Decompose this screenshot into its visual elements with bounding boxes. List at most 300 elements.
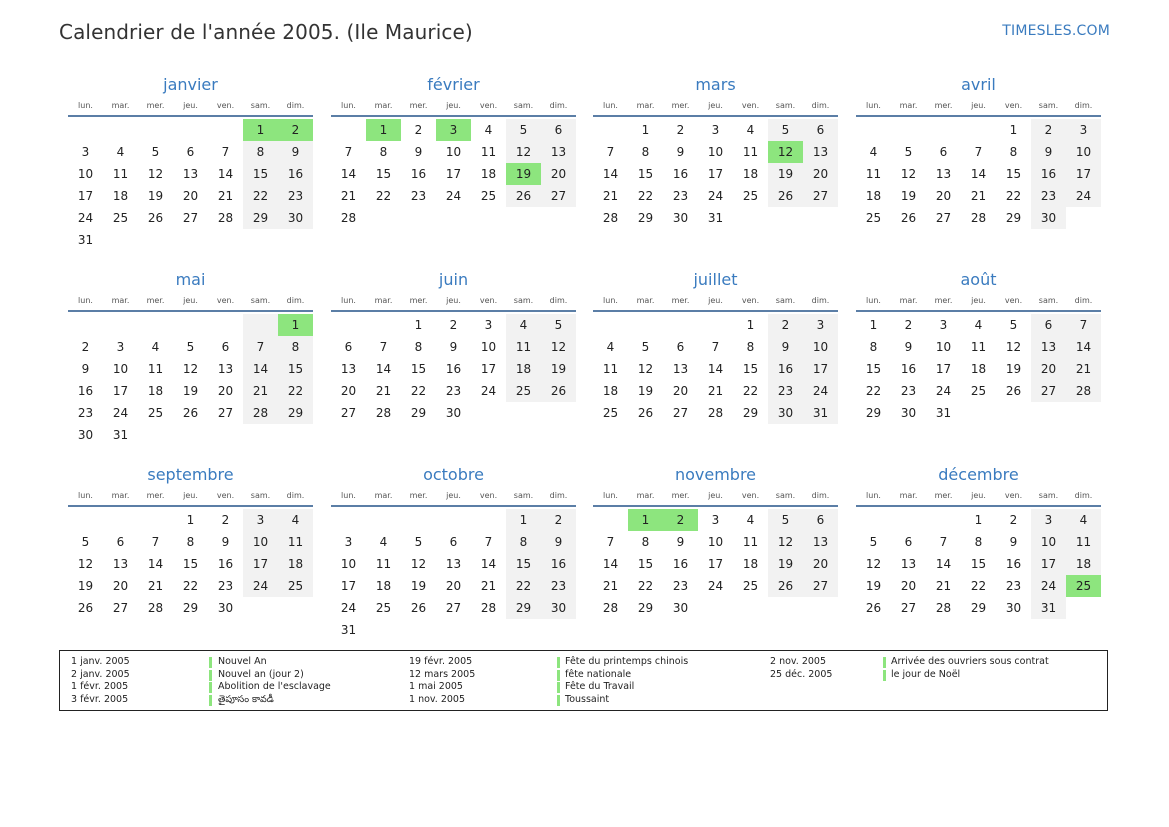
empty-cell bbox=[663, 314, 698, 336]
day-cell: 6 bbox=[116, 535, 125, 549]
holiday-date: 1 janv. 2005 bbox=[71, 656, 130, 667]
day-cell: 1 bbox=[1009, 123, 1018, 137]
day-cell: 28 bbox=[217, 211, 234, 225]
day-cell: 17 bbox=[707, 557, 724, 571]
weekday-label: sam. bbox=[775, 101, 796, 110]
empty-cell bbox=[436, 509, 471, 531]
day-cell: 12 bbox=[410, 557, 427, 571]
day-cell: 5 bbox=[768, 509, 803, 531]
day-cell: 9 bbox=[278, 141, 313, 163]
day-cell: 5 bbox=[904, 145, 913, 159]
day-cell: 21 bbox=[243, 380, 278, 402]
day-cell: 25 bbox=[602, 406, 619, 420]
day-cell: 17 bbox=[77, 189, 94, 203]
day-grid bbox=[856, 119, 1101, 229]
day-cell: 26 bbox=[77, 601, 94, 615]
day-cell: 20 bbox=[112, 579, 129, 593]
day-cell: 31 bbox=[935, 406, 952, 420]
day-cell: 6 bbox=[449, 535, 458, 549]
day-cell: 17 bbox=[340, 579, 357, 593]
month-name: juillet bbox=[693, 270, 738, 289]
day-cell: 6 bbox=[676, 340, 685, 354]
day-cell: 13 bbox=[900, 557, 917, 571]
day-cell: 6 bbox=[803, 119, 838, 141]
day-cell: 11 bbox=[375, 557, 392, 571]
day-cell: 7 bbox=[221, 145, 230, 159]
day-cell: 2 bbox=[676, 123, 685, 137]
day-cell: 23 bbox=[672, 579, 689, 593]
weekday-label: ven. bbox=[741, 491, 760, 500]
day-cell: 6 bbox=[221, 340, 230, 354]
month-name: juin bbox=[438, 270, 469, 289]
day-cell: 24 bbox=[445, 189, 462, 203]
day-cell: 17 bbox=[1066, 163, 1101, 185]
month-block bbox=[68, 464, 313, 619]
day-cell: 17 bbox=[112, 384, 129, 398]
weekday-label: mer. bbox=[146, 296, 165, 305]
empty-cell bbox=[401, 509, 436, 531]
weekday-label: ven. bbox=[479, 296, 498, 305]
day-cell: 3 bbox=[1031, 509, 1066, 531]
weekday-label: dim. bbox=[549, 101, 568, 110]
empty-cell bbox=[208, 314, 243, 336]
empty-cell bbox=[138, 119, 173, 141]
day-cell: 8 bbox=[414, 340, 423, 354]
day-cell: 26 bbox=[1005, 384, 1022, 398]
holiday-date: 12 mars 2005 bbox=[409, 668, 476, 680]
holiday-marker bbox=[557, 695, 560, 706]
empty-cell bbox=[331, 119, 366, 141]
day-cell: 1 bbox=[746, 318, 755, 332]
day-cell: 11 bbox=[147, 362, 164, 376]
day-grid bbox=[593, 119, 838, 229]
day-cell: 15 bbox=[375, 167, 392, 181]
weekday-label: mer. bbox=[934, 296, 953, 305]
day-cell: 20 bbox=[541, 163, 576, 185]
weekday-label: mar. bbox=[899, 296, 918, 305]
day-cell: 28 bbox=[970, 211, 987, 225]
day-cell: 5 bbox=[1009, 318, 1018, 332]
day-cell: 7 bbox=[379, 340, 388, 354]
day-cell: 23 bbox=[541, 575, 576, 597]
day-cell: 2 bbox=[1031, 119, 1066, 141]
day-cell: 21 bbox=[970, 189, 987, 203]
day-cell: 2 bbox=[414, 123, 423, 137]
weekday-label: mer. bbox=[409, 101, 428, 110]
day-cell: 18 bbox=[506, 358, 541, 380]
day-cell: 30 bbox=[768, 402, 803, 424]
day-cell: 7 bbox=[243, 336, 278, 358]
day-cell: 6 bbox=[803, 509, 838, 531]
weekday-label: mar. bbox=[111, 296, 130, 305]
day-cell: 27 bbox=[935, 211, 952, 225]
day-cell: 24 bbox=[77, 211, 94, 225]
day-cell: 21 bbox=[707, 384, 724, 398]
day-cell: 9 bbox=[676, 535, 685, 549]
holiday-date: 2 nov. 2005 bbox=[770, 656, 826, 667]
weekday-label: sam. bbox=[775, 491, 796, 500]
day-cell: 21 bbox=[602, 189, 619, 203]
day-cell: 10 bbox=[707, 535, 724, 549]
day-cell: 22 bbox=[506, 575, 541, 597]
day-cell: 18 bbox=[480, 167, 497, 181]
day-cell: 11 bbox=[865, 167, 882, 181]
day-cell: 15 bbox=[1005, 167, 1022, 181]
day-cell: 6 bbox=[1031, 314, 1066, 336]
day-cell: 23 bbox=[1005, 579, 1022, 593]
holiday-day-cell: 2 bbox=[663, 509, 698, 531]
day-cell: 18 bbox=[742, 167, 759, 181]
day-cell: 28 bbox=[602, 601, 619, 615]
day-cell: 16 bbox=[672, 167, 689, 181]
day-cell: 23 bbox=[278, 185, 313, 207]
empty-cell bbox=[366, 509, 401, 531]
day-cell: 31 bbox=[707, 211, 724, 225]
day-cell: 27 bbox=[182, 211, 199, 225]
month-block bbox=[593, 74, 838, 229]
day-cell: 30 bbox=[672, 601, 689, 615]
day-cell: 24 bbox=[803, 380, 838, 402]
day-grid bbox=[331, 314, 576, 424]
day-cell: 14 bbox=[602, 167, 619, 181]
day-cell: 13 bbox=[340, 362, 357, 376]
day-cell: 3 bbox=[81, 145, 90, 159]
day-cell: 9 bbox=[1009, 535, 1018, 549]
weekday-label: mer. bbox=[146, 101, 165, 110]
month-block bbox=[856, 269, 1101, 424]
day-cell: 26 bbox=[410, 601, 427, 615]
day-grid bbox=[68, 314, 313, 446]
day-cell: 12 bbox=[182, 362, 199, 376]
day-grid bbox=[331, 509, 576, 641]
day-cell: 1 bbox=[869, 318, 878, 332]
weekday-label: dim. bbox=[549, 491, 568, 500]
day-cell: 12 bbox=[147, 167, 164, 181]
day-cell: 29 bbox=[637, 211, 654, 225]
day-cell: 7 bbox=[606, 145, 615, 159]
day-cell: 2 bbox=[768, 314, 803, 336]
holiday-day-cell: 19 bbox=[506, 163, 541, 185]
day-cell: 26 bbox=[147, 211, 164, 225]
day-cell: 5 bbox=[541, 314, 576, 336]
holiday-marker bbox=[209, 657, 212, 668]
day-cell: 14 bbox=[480, 557, 497, 571]
weekday-label: jeu. bbox=[446, 491, 461, 500]
month-name: octobre bbox=[423, 465, 484, 484]
day-cell: 16 bbox=[1031, 163, 1066, 185]
day-cell: 2 bbox=[449, 318, 458, 332]
day-cell: 26 bbox=[865, 601, 882, 615]
day-cell: 17 bbox=[803, 358, 838, 380]
day-cell: 29 bbox=[243, 207, 278, 229]
day-cell: 27 bbox=[445, 601, 462, 615]
day-cell: 31 bbox=[340, 623, 357, 637]
day-cell: 18 bbox=[970, 362, 987, 376]
day-cell: 27 bbox=[803, 575, 838, 597]
weekday-label: lun. bbox=[603, 296, 618, 305]
day-cell: 24 bbox=[935, 384, 952, 398]
day-cell: 17 bbox=[707, 167, 724, 181]
day-cell: 14 bbox=[935, 557, 952, 571]
weekday-label: mar. bbox=[111, 101, 130, 110]
day-cell: 27 bbox=[340, 406, 357, 420]
holiday-marker bbox=[557, 682, 560, 693]
day-cell: 11 bbox=[112, 167, 129, 181]
day-cell: 3 bbox=[939, 318, 948, 332]
weekday-label: ven. bbox=[741, 296, 760, 305]
day-cell: 26 bbox=[506, 185, 541, 207]
weekday-label: mar. bbox=[111, 491, 130, 500]
day-cell: 16 bbox=[672, 557, 689, 571]
holiday-name: Fête du printemps chinois bbox=[565, 656, 689, 667]
day-cell: 7 bbox=[711, 340, 720, 354]
day-cell: 27 bbox=[900, 601, 917, 615]
day-cell: 10 bbox=[445, 145, 462, 159]
empty-cell bbox=[698, 314, 733, 336]
empty-cell bbox=[856, 119, 891, 141]
day-cell: 25 bbox=[147, 406, 164, 420]
day-cell: 26 bbox=[541, 380, 576, 402]
day-cell: 14 bbox=[147, 557, 164, 571]
day-cell: 16 bbox=[445, 362, 462, 376]
day-cell: 15 bbox=[970, 557, 987, 571]
weekday-header bbox=[331, 489, 576, 507]
day-cell: 15 bbox=[182, 557, 199, 571]
weekday-label: mar. bbox=[374, 101, 393, 110]
day-cell: 31 bbox=[112, 428, 129, 442]
day-cell: 14 bbox=[1066, 336, 1101, 358]
weekday-label: jeu. bbox=[183, 296, 198, 305]
day-cell: 28 bbox=[340, 211, 357, 225]
day-cell: 9 bbox=[541, 531, 576, 553]
empty-cell bbox=[173, 119, 208, 141]
month-name: novembre bbox=[674, 465, 757, 484]
holiday-day-cell: 12 bbox=[768, 141, 803, 163]
weekday-label: dim. bbox=[286, 491, 305, 500]
day-cell: 16 bbox=[768, 358, 803, 380]
day-cell: 4 bbox=[869, 145, 878, 159]
month-name: avril bbox=[961, 75, 996, 94]
weekday-label: jeu. bbox=[971, 101, 986, 110]
day-cell: 11 bbox=[1066, 531, 1101, 553]
day-cell: 12 bbox=[637, 362, 654, 376]
holiday-name: fête nationale bbox=[565, 668, 632, 680]
weekday-label: ven. bbox=[479, 101, 498, 110]
weekday-label: jeu. bbox=[183, 491, 198, 500]
brand-link[interactable]: TIMESLES.COM bbox=[1002, 23, 1110, 39]
weekday-label: mer. bbox=[409, 491, 428, 500]
empty-cell bbox=[68, 314, 103, 336]
day-cell: 3 bbox=[803, 314, 838, 336]
empty-cell bbox=[68, 509, 103, 531]
day-cell: 20 bbox=[900, 579, 917, 593]
weekday-label: mer. bbox=[146, 491, 165, 500]
weekday-label: ven. bbox=[1004, 296, 1023, 305]
day-cell: 16 bbox=[1005, 557, 1022, 571]
weekday-label: jeu. bbox=[708, 296, 723, 305]
weekday-label: lun. bbox=[341, 491, 356, 500]
day-cell: 10 bbox=[1031, 531, 1066, 553]
day-cell: 21 bbox=[602, 579, 619, 593]
day-cell: 8 bbox=[379, 145, 388, 159]
weekday-label: jeu. bbox=[183, 101, 198, 110]
weekday-label: sam. bbox=[513, 101, 534, 110]
month-block bbox=[68, 74, 313, 251]
month-block bbox=[68, 269, 313, 446]
empty-cell bbox=[593, 119, 628, 141]
day-cell: 23 bbox=[672, 189, 689, 203]
day-cell: 15 bbox=[742, 362, 759, 376]
day-cell: 22 bbox=[637, 189, 654, 203]
empty-cell bbox=[471, 509, 506, 531]
day-cell: 11 bbox=[506, 336, 541, 358]
day-grid bbox=[68, 119, 313, 251]
weekday-label: dim. bbox=[811, 101, 830, 110]
day-cell: 19 bbox=[865, 579, 882, 593]
holiday-day-cell: 2 bbox=[278, 119, 313, 141]
day-cell: 16 bbox=[900, 362, 917, 376]
holiday-marker bbox=[557, 657, 560, 668]
day-cell: 29 bbox=[970, 601, 987, 615]
day-cell: 10 bbox=[803, 336, 838, 358]
empty-cell bbox=[138, 314, 173, 336]
day-cell: 30 bbox=[217, 601, 234, 615]
day-cell: 29 bbox=[742, 406, 759, 420]
day-cell: 17 bbox=[445, 167, 462, 181]
day-cell: 31 bbox=[803, 402, 838, 424]
empty-cell bbox=[856, 509, 891, 531]
empty-cell bbox=[103, 314, 138, 336]
day-cell: 30 bbox=[672, 211, 689, 225]
day-cell: 27 bbox=[672, 406, 689, 420]
day-cell: 20 bbox=[217, 384, 234, 398]
day-cell: 23 bbox=[900, 384, 917, 398]
day-cell: 20 bbox=[803, 163, 838, 185]
day-cell: 19 bbox=[541, 358, 576, 380]
weekday-header bbox=[68, 489, 313, 507]
holiday-marker bbox=[209, 682, 212, 693]
day-cell: 4 bbox=[116, 145, 125, 159]
holiday-name: Nouvel An bbox=[218, 656, 267, 667]
day-cell: 31 bbox=[1031, 597, 1066, 619]
day-cell: 28 bbox=[243, 402, 278, 424]
weekday-label: jeu. bbox=[708, 491, 723, 500]
day-cell: 10 bbox=[243, 531, 278, 553]
day-cell: 18 bbox=[147, 384, 164, 398]
holiday-legend bbox=[59, 650, 1108, 711]
day-cell: 1 bbox=[506, 509, 541, 531]
day-cell: 5 bbox=[81, 535, 90, 549]
day-cell: 15 bbox=[410, 362, 427, 376]
day-cell: 25 bbox=[480, 189, 497, 203]
day-cell: 27 bbox=[803, 185, 838, 207]
day-cell: 13 bbox=[803, 141, 838, 163]
day-cell: 24 bbox=[340, 601, 357, 615]
weekday-label: sam. bbox=[1038, 296, 1059, 305]
day-cell: 24 bbox=[1031, 575, 1066, 597]
weekday-label: mar. bbox=[636, 101, 655, 110]
day-cell: 6 bbox=[541, 119, 576, 141]
weekday-label: lun. bbox=[603, 491, 618, 500]
day-cell: 21 bbox=[935, 579, 952, 593]
weekday-header bbox=[856, 489, 1101, 507]
weekday-header bbox=[856, 294, 1101, 312]
day-cell: 16 bbox=[217, 557, 234, 571]
holiday-marker bbox=[209, 670, 212, 681]
day-cell: 5 bbox=[414, 535, 423, 549]
day-cell: 30 bbox=[1005, 601, 1022, 615]
weekday-label: dim. bbox=[286, 296, 305, 305]
day-cell: 22 bbox=[410, 384, 427, 398]
day-cell: 29 bbox=[506, 597, 541, 619]
day-cell: 8 bbox=[278, 336, 313, 358]
day-cell: 7 bbox=[606, 535, 615, 549]
empty-cell bbox=[961, 119, 996, 141]
day-cell: 10 bbox=[340, 557, 357, 571]
day-cell: 9 bbox=[449, 340, 458, 354]
day-cell: 11 bbox=[970, 340, 987, 354]
day-cell: 9 bbox=[768, 336, 803, 358]
day-cell: 3 bbox=[711, 513, 720, 527]
day-cell: 21 bbox=[480, 579, 497, 593]
day-cell: 19 bbox=[182, 384, 199, 398]
day-cell: 1 bbox=[974, 513, 983, 527]
weekday-label: mar. bbox=[899, 101, 918, 110]
day-cell: 14 bbox=[375, 362, 392, 376]
weekday-label: jeu. bbox=[446, 101, 461, 110]
day-cell: 22 bbox=[278, 380, 313, 402]
holiday-name: తైపూసం కావడీ bbox=[218, 693, 274, 705]
weekday-label: lun. bbox=[78, 296, 93, 305]
day-cell: 17 bbox=[243, 553, 278, 575]
weekday-header bbox=[856, 99, 1101, 117]
day-cell: 17 bbox=[480, 362, 497, 376]
weekday-label: sam. bbox=[1038, 491, 1059, 500]
day-cell: 23 bbox=[445, 384, 462, 398]
day-cell: 20 bbox=[182, 189, 199, 203]
day-cell: 12 bbox=[865, 557, 882, 571]
weekday-label: ven. bbox=[1004, 491, 1023, 500]
day-cell: 13 bbox=[935, 167, 952, 181]
weekday-header bbox=[593, 294, 838, 312]
month-name: février bbox=[427, 75, 480, 94]
day-cell: 13 bbox=[541, 141, 576, 163]
day-cell: 13 bbox=[182, 167, 199, 181]
day-cell: 25 bbox=[742, 579, 759, 593]
day-cell: 6 bbox=[904, 535, 913, 549]
weekday-label: dim. bbox=[286, 101, 305, 110]
day-cell: 22 bbox=[970, 579, 987, 593]
day-cell: 26 bbox=[768, 575, 803, 597]
day-cell: 29 bbox=[865, 406, 882, 420]
day-cell: 30 bbox=[1031, 207, 1066, 229]
month-block bbox=[856, 74, 1101, 229]
day-cell: 27 bbox=[541, 185, 576, 207]
weekday-label: mar. bbox=[374, 491, 393, 500]
month-block bbox=[331, 269, 576, 424]
empty-cell bbox=[593, 509, 628, 531]
day-cell: 8 bbox=[641, 535, 650, 549]
holiday-date: 3 févr. 2005 bbox=[71, 693, 129, 705]
weekday-label: dim. bbox=[811, 296, 830, 305]
empty-cell bbox=[891, 509, 926, 531]
day-cell: 8 bbox=[506, 531, 541, 553]
day-cell: 2 bbox=[81, 340, 90, 354]
day-cell: 30 bbox=[278, 207, 313, 229]
month-block bbox=[856, 464, 1101, 619]
day-cell: 8 bbox=[243, 141, 278, 163]
holiday-day-cell: 1 bbox=[243, 119, 278, 141]
